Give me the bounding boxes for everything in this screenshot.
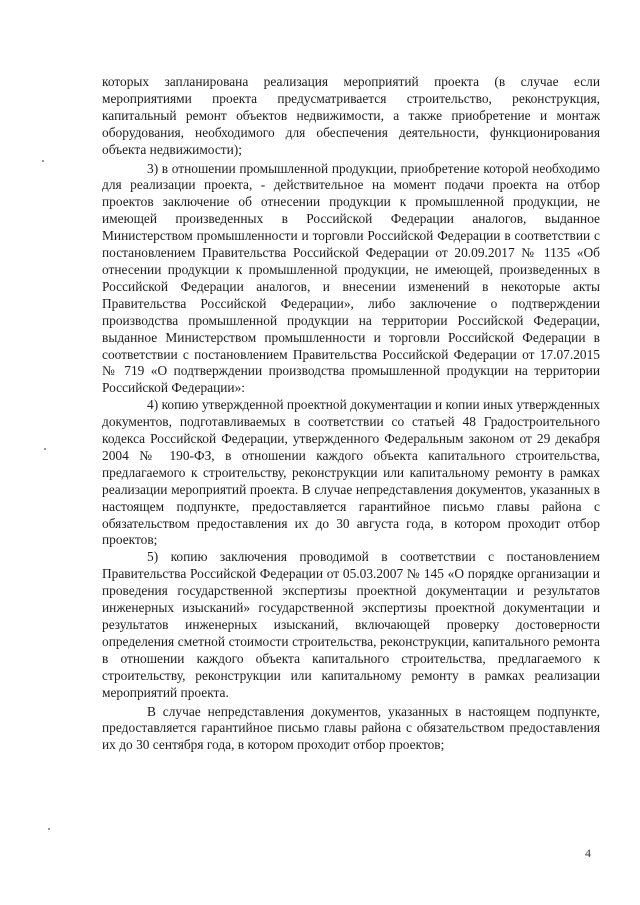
scan-speck <box>48 828 50 830</box>
paragraph-item-5: 5) копию заключения проводимой в соответствии с постановлением Правительства Российской Федерации от 05.03.2007 № 145 «О порядке организации и проведения государственной экспертизы проектной документации и результатов инженерных изысканий» государственной экспертизы проектной документации и результатов инженерных изысканий, включающей проверку достоверности определения сметной стоимости строительства, реконструкции, капитального ремонта в отношении каждого объекта капитального строительства, предлагаемого к строительству, реконструкции или капитальному ремонту в рамках реализации мероприятий проекта. <box>102 549 600 700</box>
page-number: 4 <box>585 846 591 860</box>
document-body <box>102 74 600 754</box>
scan-speck <box>42 160 44 162</box>
paragraph-item-3: 3) в отношении промышленной продукции, приобретение которой необходимо для реализации проекта, - действительное на момент подачи проекта на отбор проектов заключение об отнесении продукции к промышленной продукции, не имеющей произведенных в Российской Федерации аналогов, выданное Министерством промышленности и торговли Российской Федерации в соответствии с постановлением Правительства Российской Федерации от 20.09.2017 № 1135 «Об отнесении продукции к промышленной продукции, не имеющей, произведенных в Российской Федерации аналогов, и внесении изменений в некоторые акты Правительства Российской Федерации», либо заключение о подтверждении производства промышленной продукции на территории Российской Федерации, выданное Министерством промышленности и торговли Российской Федерации в соответствии с постановлением Правительства Российской Федерации от 17.07.2015 № 719 «О подтверждении производства промышленной продукции на территории Российской Федерации»: <box>102 160 600 396</box>
paragraph-item-4: 4) копию утвержденной проектной документации и копии иных утвержденных документов, подготавливаемых в соответствии со статьей 48 Градостроительного кодекса Российской Федерации, утвержденного Федеральным законом от 29 декабря 2004 № 190-ФЗ, в отношении каждого объекта капитального строительства, предлагаемого к строительству, реконструкции или капитальному ремонту в рамках реализации мероприятий проекта. В случае непредставления документов, указанных в настоящем подпункте, предоставляется гарантийное письмо главы района с обязательством предоставления их до 30 августа года, в котором проходит отбор проектов; <box>102 397 600 548</box>
paragraph-note: В случае непредставления документов, указанных в настоящем подпункте, предоставляется гарантийное письмо главы района с обязательством предоставления их до 30 сентября года, в котором проходит отбор проектов; <box>102 703 600 753</box>
paragraph-continuation: которых запланирована реализация мероприятий проекта (в случае если мероприятиями проекта предусматривается строительство, реконструкция, капитальный ремонт объектов недвижимости, а также приобретение и монтаж оборудования, необходимого для обеспечения деятельности, функционирования объекта недвижимости); <box>102 74 600 157</box>
scan-speck <box>44 448 46 450</box>
